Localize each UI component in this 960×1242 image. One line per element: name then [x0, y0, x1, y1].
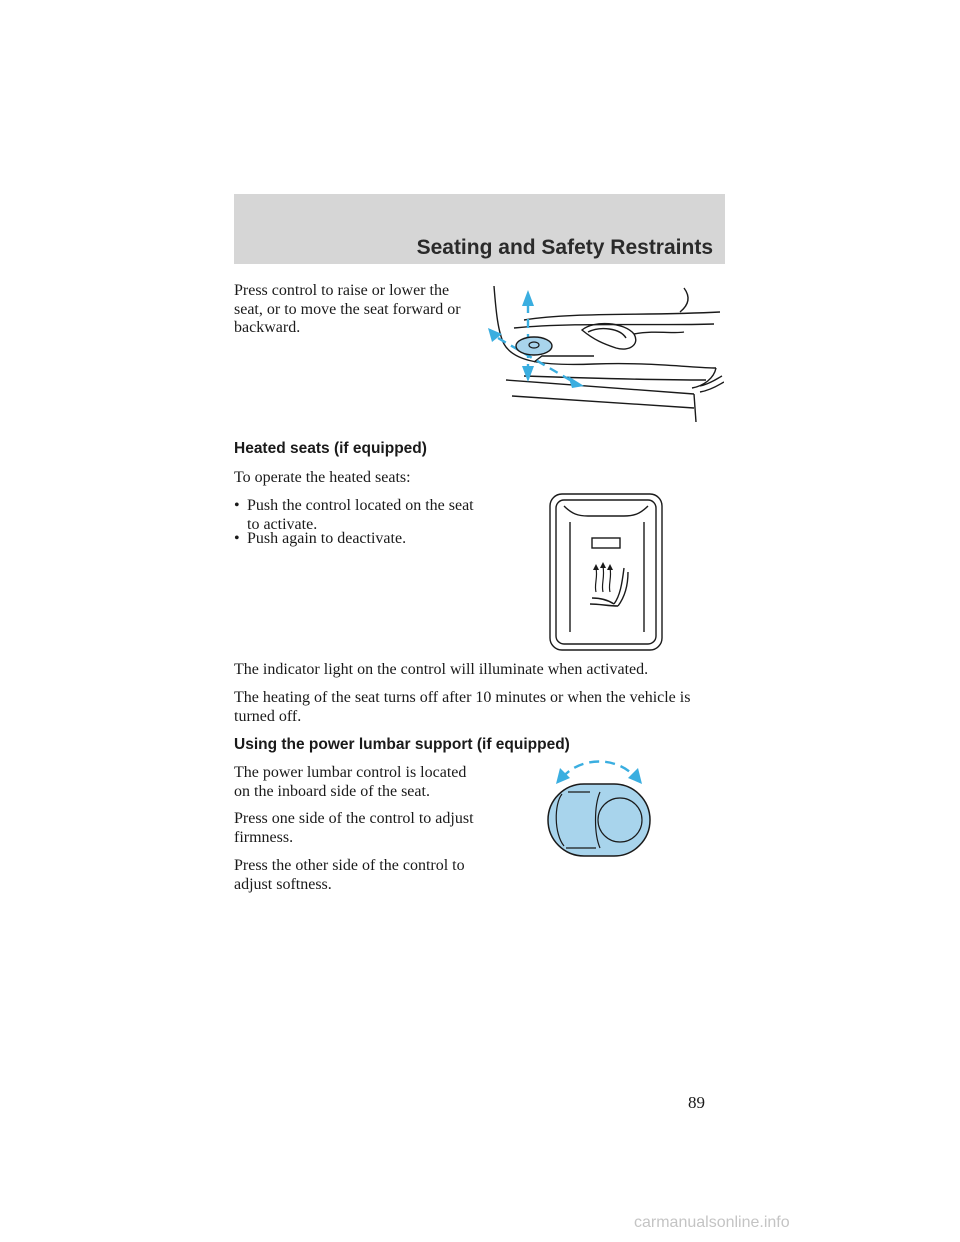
list-item-text: Push the control located on the seat to activate.	[247, 497, 474, 533]
lumbar-softness-text: Press the other side of the control to adjust softness.	[234, 857, 465, 893]
lumbar-firmness-text: Press one side of the control to adjust firmness.	[234, 810, 474, 846]
lumbar-control-icon	[544, 754, 654, 864]
heated-seats-heading: Heated seats (if equipped)	[234, 440, 427, 457]
section-header-band	[234, 194, 725, 264]
bullet-icon: •	[234, 530, 240, 547]
heated-seats-intro: To operate the heated seats:	[234, 469, 411, 486]
page-number: 89	[688, 1093, 705, 1112]
footer-watermark[interactable]: carmanualsonline.info	[634, 1214, 790, 1231]
lumbar-heading: Using the power lumbar support (if equipped)	[234, 736, 570, 753]
section-title: Seating and Safety Restraints	[416, 236, 713, 259]
seat-control-text: Press control to raise or lower the seat, or to move the seat forward or backward.	[234, 282, 461, 336]
list-item-text: Push again to deactivate.	[247, 530, 407, 547]
timeout-text: The heating of the seat turns off after 10 minutes or when the vehicle is turned off.	[234, 689, 691, 725]
lumbar-location-text: The power lumbar control is located on the inboard side of the seat.	[234, 764, 467, 800]
heated-seat-switch-icon	[548, 492, 664, 652]
seat-power-control-icon	[484, 282, 724, 422]
indicator-text: The indicator light on the control will illuminate when activated.	[234, 661, 649, 678]
list-item	[234, 530, 479, 550]
bullet-icon: •	[234, 497, 240, 514]
